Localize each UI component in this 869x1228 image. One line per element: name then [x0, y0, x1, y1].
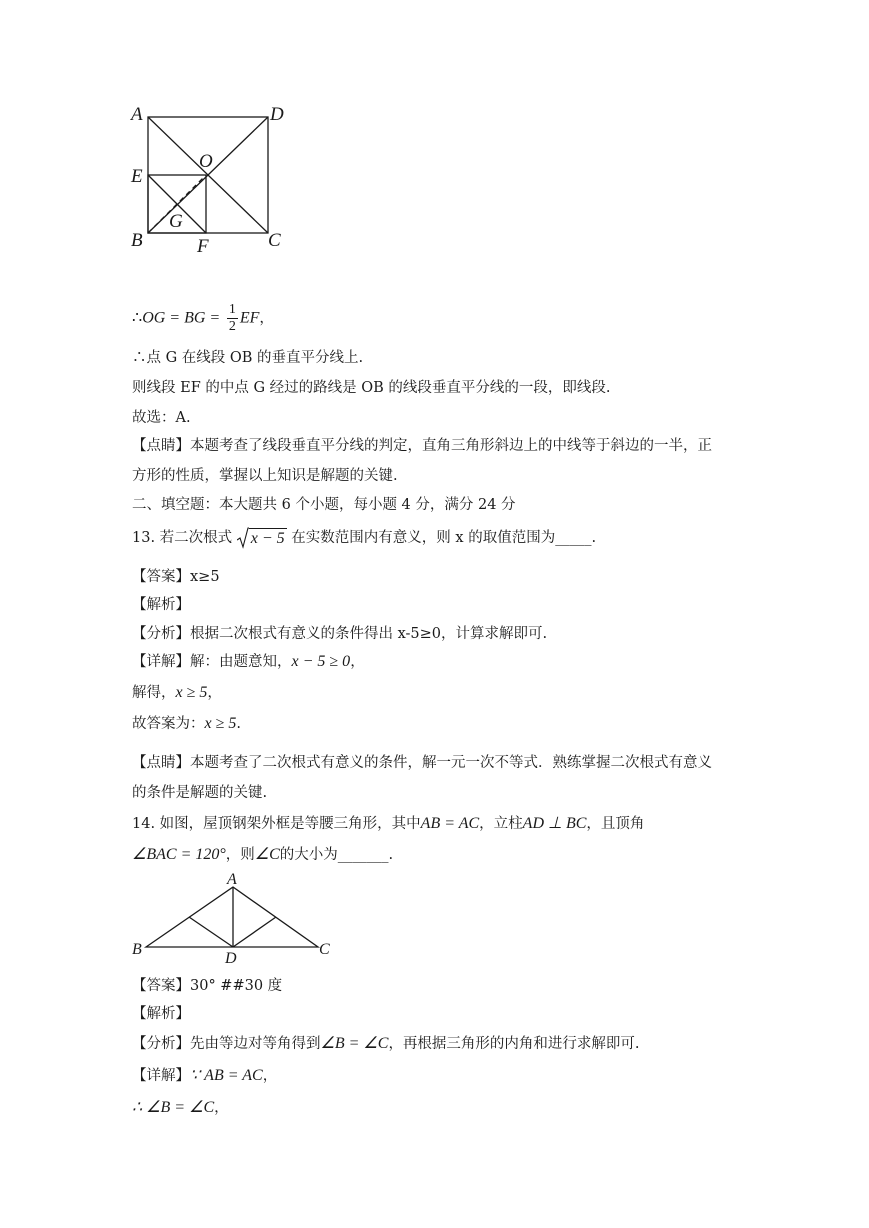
- label-d: D: [270, 104, 284, 125]
- roof-truss-figure: [128, 870, 338, 966]
- truss-label-d: D: [225, 950, 237, 966]
- truss-label-b: B: [132, 941, 142, 958]
- truss-label-a: A: [227, 871, 237, 888]
- dianjing1-line1: 【点睛】本题考查了线段垂直平分线的判定，直角三角形斜边上的中线等于斜边的一半，正: [132, 438, 712, 454]
- q13-fenxi: 【分析】根据二次根式有意义的条件得出 x-5≥0，计算求解即可.: [132, 626, 548, 642]
- section-title: 二、填空题：本大题共 6 个小题，每小题 4 分，满分 24 分: [132, 497, 516, 513]
- truss-label-c: C: [319, 941, 330, 958]
- text-path: 则线段 EF 的中点 G 经过的路线是 OB 的线段垂直平分线的一段，即线段.: [132, 380, 611, 396]
- label-a: A: [131, 104, 143, 125]
- q13-answer: 【答案】x≥5: [132, 569, 220, 585]
- question-13: 13. 若二次根式 x − 5 在实数范围内有意义，则 x 的取值范围为_____.: [132, 527, 596, 549]
- equation-og-bg: ∴OG = BG = $\frac{1}{2}$ EF，: [132, 302, 274, 334]
- label-o: O: [199, 151, 213, 172]
- fraction-one-half: $\frac{1}{2}$: [228, 302, 236, 334]
- q13-xiangjie: 【详解】解：由题意知，x − 5 ≥ 0，: [132, 653, 365, 670]
- question-14-line1: 14. 如图，屋顶钢架外框是等腰三角形，其中AB = AC，立柱AD ⊥ BC，且顶角: [132, 815, 645, 832]
- square-figure: [125, 100, 295, 260]
- q14-last: ∴ ∠B = ∠C，: [132, 1099, 229, 1116]
- label-b: B: [131, 230, 143, 251]
- triangle-abc: [146, 887, 318, 947]
- sqrt-expression: x − 5: [237, 527, 287, 549]
- question-14-line2: ∠BAC = 120°，则∠C的大小为_______.: [132, 846, 394, 863]
- q14-xiangjie: 【详解】∵ AB = AC，: [132, 1067, 278, 1084]
- label-f: F: [197, 236, 209, 257]
- label-c: C: [268, 230, 281, 251]
- q14-jiexi: 【解析】: [132, 1006, 190, 1022]
- brace-right: [233, 917, 276, 947]
- label-g: G: [169, 211, 183, 232]
- q14-answer: 【答案】30° ##30 度: [132, 978, 283, 994]
- q13-solve: 解得，x ≥ 5，: [132, 684, 222, 701]
- dianjing2-line1: 【点睛】本题考查了二次根式有意义的条件，解一元一次不等式．熟练掌握二次根式有意义: [132, 755, 712, 771]
- dianjing2-line2: 的条件是解题的关键.: [132, 785, 268, 801]
- q13-jiexi: 【解析】: [132, 597, 190, 613]
- q14-fenxi: 【分析】先由等边对等角得到∠B = ∠C，再根据三角形的内角和进行求解即可.: [132, 1035, 640, 1052]
- label-e: E: [131, 166, 143, 187]
- text-point-g: ∴点 G 在线段 OB 的垂直平分线上.: [132, 350, 364, 366]
- text-choose: 故选：A.: [132, 410, 191, 426]
- dianjing1-line2: 方形的性质，掌握以上知识是解题的关键.: [132, 468, 398, 484]
- brace-left: [189, 917, 233, 947]
- q13-final: 故答案为：x ≥ 5.: [132, 715, 241, 732]
